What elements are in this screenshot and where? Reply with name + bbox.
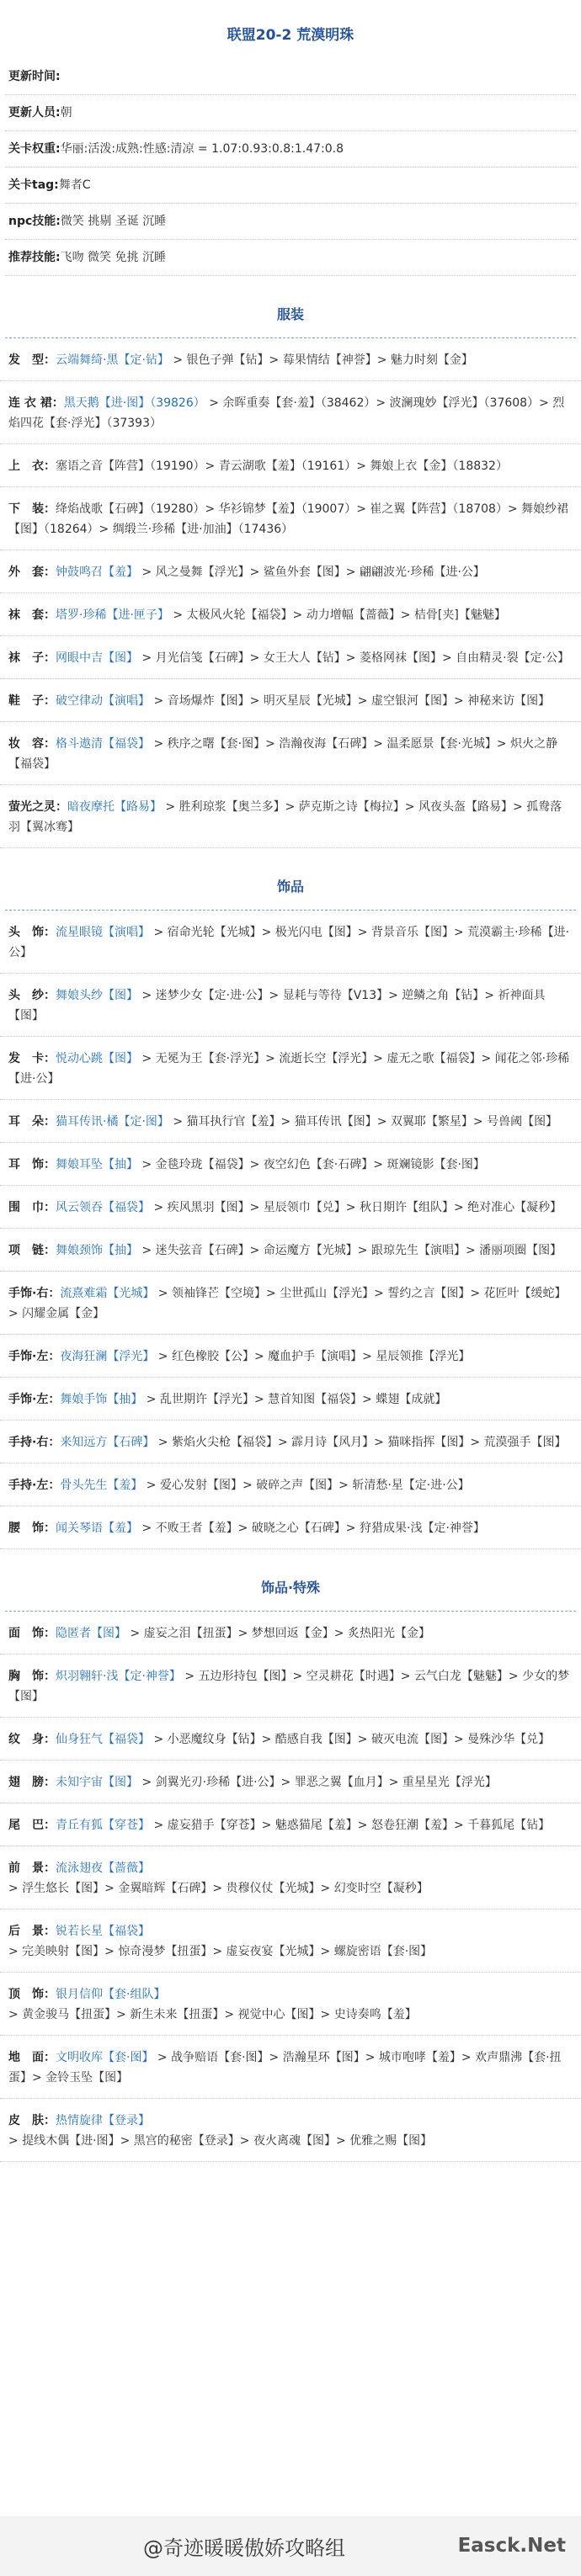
- list-item: [0, 550, 581, 593]
- info-label: 更新时间:: [8, 70, 61, 83]
- list-item: [0, 1718, 581, 1761]
- item-top-pick[interactable]: 悦动心跳【图】: [56, 1052, 138, 1065]
- item-top-pick[interactable]: 骨头先生【羞】: [60, 1479, 143, 1492]
- sections-container: [0, 288, 581, 2162]
- item-alternatives: > 宿命光轮【光城】> 极光闪电【图】> 背景音乐【图】> 荒漠霸主·珍稀【进·公】: [8, 926, 570, 959]
- item-top-pick[interactable]: 风云领吞【福袋】: [56, 1201, 150, 1214]
- item-alternatives: > 风之曼舞【浮光】> 鲨鱼外套【图】> 翩翩波光·珍稀【进·公】: [138, 566, 485, 579]
- item-category: 发 卡：: [8, 1052, 56, 1065]
- info-label: npc技能:: [8, 215, 61, 228]
- item-top-pick[interactable]: 文明收库【套·图】: [56, 2051, 154, 2064]
- item-alternatives: > 完美映射【图】> 惊奇漫梦【扭蛋】> 虚妄夜宴【光城】> 螺旋密语【套·图】: [8, 1945, 433, 1958]
- item-category: 发 型：: [8, 353, 56, 367]
- item-category: 顶 饰：: [8, 1988, 56, 2001]
- item-alternatives: > 无冕为王【套·浮光】> 流逝长空【浮光】> 虚无之歌【福袋】> 闻花之邻·珍稀【进·公】: [8, 1052, 570, 1086]
- item-alternatives: > 不败王者【羞】> 破晓之心【石碑】> 狩猎成果·浅【定·神誉】: [138, 1522, 485, 1535]
- list-item: [0, 593, 581, 636]
- list-item: [0, 1037, 581, 1100]
- item-top-pick[interactable]: 塔罗·珍稀【进·匣子】: [56, 608, 169, 622]
- item-category: 连 衣 裙：: [8, 396, 64, 410]
- info-value: 华丽:活泼:成熟:性感:清凉 = 1.07:0.93:0.8:1.47:0.8: [60, 142, 344, 156]
- item-alternatives: > 浮生悠长【图】> 金翼暗辉【石碑】> 贵穆仪仗【光城】> 幻变时空【凝秒】: [8, 1882, 429, 1895]
- info-label: 推荐技能:: [8, 251, 61, 264]
- page-title: 联盟20-2 荒漠明珠: [227, 27, 354, 44]
- footer-bar: [0, 2516, 581, 2576]
- item-category: 纹 身：: [8, 1733, 56, 1746]
- info-row: [5, 59, 576, 95]
- item-top-pick[interactable]: 流泳翅夜【蔷薇】: [56, 1862, 150, 1875]
- info-value: 飞吻 微笑 免挑 沉睡: [60, 251, 166, 264]
- item-alternatives: > 黄金骏马【扭蛋】> 新生未来【扭蛋】> 视觉中心【图】> 史诗奏鸣【羞】: [8, 2008, 417, 2021]
- list-item: [0, 911, 581, 974]
- item-top-pick[interactable]: 流熹难霜【光城】: [60, 1287, 155, 1300]
- item-alternatives: > 金毯玲珑【福袋】> 夜空幻色【套·石碑】> 斑斓镜影【套·图】: [138, 1158, 485, 1171]
- item-category: 耳 朵：: [8, 1115, 56, 1129]
- list-item: [0, 381, 581, 444]
- item-top-pick[interactable]: 暗夜摩托【路易】: [67, 800, 162, 814]
- info-value: 舞者C: [58, 178, 91, 192]
- item-alternatives: > 迷梦少女【定·进·公】> 显耗与等待【V13】> 逆鳞之角【钻】> 祈神面具【图】: [8, 989, 546, 1022]
- item-top-pick[interactable]: 云端舞绮·黑【定·钻】: [56, 353, 169, 367]
- list-item: [0, 2099, 581, 2162]
- item-category: 尾 巴：: [8, 1819, 56, 1832]
- item-category: 皮 肤：: [8, 2114, 56, 2127]
- item-alternatives: 绛焰战歌【石碑】（19280）> 华衫锦梦【羞】（19007）> 崔之翼【阵营】（18708）> 舞娘纱裙【图】（18264）> 绸缎兰·珍稀【进·加油】（17436）: [8, 502, 569, 536]
- list-item: [0, 1229, 581, 1272]
- item-category: 鞋 子：: [8, 694, 56, 708]
- item-alternatives: > 虚妄猎手【穿苍】> 魅惑猫尾【羞】> 怒卷狂潮【羞】> 千暮狐尾【钻】: [150, 1819, 551, 1832]
- item-alternatives: > 领袖锋芒【空境】> 尘世孤山【浮光】> 誓约之言【图】> 花匠叶【缓蛇】> 闪耀金属【金】: [8, 1287, 567, 1320]
- item-top-pick[interactable]: 锐若长星【福袋】: [56, 1925, 150, 1938]
- item-category: 面 饰：: [8, 1627, 56, 1640]
- item-alternatives: > 红色橡胶【公】> 魔血护手【演唱】> 星辰领推【浮光】: [154, 1350, 471, 1363]
- list-item: [0, 1421, 581, 1463]
- item-top-pick[interactable]: 格斗遨清【福袋】: [56, 737, 150, 751]
- item-top-pick[interactable]: 仙身狂气【福袋】: [56, 1733, 150, 1746]
- item-top-pick[interactable]: 热情旋律【登录】: [56, 2114, 150, 2127]
- item-top-pick[interactable]: 闻关琴语【羞】: [56, 1522, 138, 1535]
- item-category: 头 纱：: [8, 989, 56, 1002]
- list-item: [0, 444, 581, 487]
- list-item: [0, 974, 581, 1037]
- info-row: [5, 95, 576, 131]
- item-category: 萤光之灵：: [8, 800, 67, 814]
- item-category: 上 衣：: [8, 459, 56, 473]
- item-alternatives: > 秩序之曙【套·图】> 浩瀚夜海【石碑】> 温柔愿景【套·光城】> 炽火之静【福袋】: [8, 737, 558, 771]
- info-label: 关卡权重:: [8, 142, 61, 156]
- item-category: 外 套：: [8, 566, 56, 579]
- item-category: 袜 套：: [8, 608, 56, 622]
- list-item: [0, 1846, 581, 1909]
- item-alternatives: > 紫焰火尖枪【福袋】> 霹月诗【风月】> 猫咪指挥【图】> 荒漠强手【图】: [154, 1436, 567, 1449]
- item-top-pick[interactable]: 破空律动【演唱】: [56, 694, 150, 708]
- item-category: 手饰·左：: [8, 1350, 61, 1363]
- footer-credit: @奇迹暖暖傲娇攻略组: [143, 2536, 345, 2560]
- item-category: 下 装：: [8, 502, 56, 516]
- item-alternatives: > 五边形持包【图】> 空灵耕花【时遇】> 云气白龙【魅魅】> 少女的梦【图】: [8, 1670, 570, 1703]
- info-value: 朝: [60, 106, 72, 120]
- section-title: 饰品: [5, 860, 576, 911]
- watermark-text: Easck.Net: [457, 2535, 566, 2557]
- item-category: 前 景：: [8, 1862, 56, 1875]
- info-label: 更新人员:: [8, 106, 61, 120]
- item-alternatives: > 乱世期许【浮光】> 慧首知图【福袋】> 蝶翅【成就】: [142, 1393, 447, 1406]
- list-item: [0, 1612, 581, 1654]
- item-top-pick[interactable]: 炽羽翱轩·浅【定·神誉】: [56, 1670, 181, 1683]
- list-item: [0, 338, 581, 381]
- list-item: [0, 1761, 581, 1803]
- item-alternatives: > 爱心发射【图】> 破碎之声【图】> 斩清愁·星【定·进·公】: [142, 1479, 470, 1492]
- item-category: 手持·右：: [8, 1436, 61, 1449]
- item-top-pick[interactable]: 流星眼镜【演唱】: [56, 926, 150, 939]
- item-top-pick[interactable]: 银月信仰【套·组队】: [56, 1988, 166, 2001]
- info-row: [5, 240, 576, 276]
- list-item: [0, 679, 581, 722]
- item-top-pick[interactable]: 青丘有狐【穿苍】: [56, 1819, 150, 1832]
- item-alternatives: > 疾风黑羽【图】> 星辰领巾【兑】> 秋日期许【组队】> 绝对准心【凝秒】: [150, 1201, 562, 1214]
- list-item: [0, 1100, 581, 1143]
- item-alternatives: > 迷失弦音【石碑】> 命运魔方【光城】> 跟琼先生【演唱】> 潘丽项圈【图】: [138, 1244, 562, 1257]
- list-item: [0, 1803, 581, 1846]
- list-item: [0, 1143, 581, 1186]
- list-item: [0, 487, 581, 550]
- item-alternatives: > 虚妄之泪【扭蛋】> 梦想回返【金】> 炙热阳光【金】: [126, 1627, 430, 1640]
- item-top-pick[interactable]: 网眼中吉【图】: [56, 651, 138, 665]
- item-category: 袜 子：: [8, 651, 56, 665]
- item-top-pick[interactable]: 来知远方【石碑】: [60, 1436, 155, 1449]
- item-category: 手饰·右：: [8, 1287, 61, 1300]
- list-item: [0, 1463, 581, 1506]
- item-top-pick[interactable]: 舞娘耳坠【抽】: [56, 1158, 138, 1171]
- list-item: [0, 1506, 581, 1549]
- item-alternatives: > 战争赔语【套·图】> 浩瀚星环【图】> 城市咆哮【羞】> 欢声鼎沸【套·扭蛋】> 金铃玉坠【图】: [8, 2051, 562, 2085]
- list-item: [0, 1186, 581, 1229]
- item-alternatives: > 太极风火轮【福袋】> 动力增幅【蔷薇】> 桔骨[夹]【魅魅】: [168, 608, 506, 622]
- item-top-pick[interactable]: 猫耳传讯·橘【定·图】: [56, 1115, 169, 1129]
- item-category: 手饰·左：: [8, 1393, 61, 1406]
- list-item: [0, 1654, 581, 1718]
- item-alternatives: > 胜利琼浆【奥兰多】> 萨克斯之诗【梅拉】> 风夜头盔【路易】> 孤鸯落羽【翼冰骞】: [8, 800, 562, 834]
- item-alternatives: > 小恶魔纹身【钻】> 酷感自我【图】> 破灭电流【图】> 曼殊沙华【兑】: [150, 1733, 551, 1746]
- list-item: [0, 785, 581, 848]
- item-alternatives: 塞语之音【阵营】（19190）> 青云湖歌【羞】（19161）> 舞娘上衣【金】（18832）: [56, 459, 508, 473]
- item-alternatives: > 提线木偶【进·图】> 黑宫的秘密【登录】> 夜火离魂【图】> 优雅之赐【图】: [8, 2134, 433, 2148]
- list-item: [0, 636, 581, 679]
- section-title: 服装: [5, 288, 576, 338]
- info-box: [0, 59, 581, 276]
- item-category: 地 面：: [8, 2051, 56, 2064]
- item-category: 项 链：: [8, 1244, 56, 1257]
- item-category: 翅 膀：: [8, 1776, 56, 1789]
- info-row: [5, 204, 576, 240]
- item-category: 妆 容：: [8, 737, 56, 751]
- item-category: 围 巾：: [8, 1201, 56, 1214]
- item-top-pick[interactable]: 黑天鹅【进·图】（39826）: [63, 396, 205, 410]
- list-item: [0, 1335, 581, 1378]
- item-alternatives: > 剑翼光刃·珍稀【进·公】> 罪恶之翼【血月】> 重星星光【浮光】: [138, 1776, 497, 1789]
- item-category: 耳 饰：: [8, 1158, 56, 1171]
- info-value: 微笑 挑剔 圣诞 沉睡: [60, 215, 167, 228]
- item-top-pick[interactable]: 夜海狂澜【浮光】: [60, 1350, 155, 1363]
- item-alternatives: > 音场爆炸【图】> 明灭星辰【光城】> 虚空银河【图】> 神秘来访【图】: [150, 694, 551, 708]
- list-item: [0, 1909, 581, 1973]
- item-top-pick[interactable]: 舞娘颈饰【抽】: [56, 1244, 138, 1257]
- item-alternatives: > 余晖重奏【套·羞】（38462）> 波澜瑰妙【浮光】（37608）> 烈焰四花【套·浮光】（37393）: [8, 396, 565, 430]
- item-category: 胸 饰：: [8, 1670, 56, 1683]
- item-alternatives: > 银色子弹【钻】> 莓果情结【神誉】> 魅力时刻【金】: [168, 353, 473, 367]
- list-item: [0, 2036, 581, 2099]
- item-top-pick[interactable]: 钟鼓鸣召【羞】: [56, 566, 138, 579]
- list-item: [0, 722, 581, 785]
- item-top-pick[interactable]: 舞娘头纱【图】: [56, 989, 138, 1002]
- info-row: [5, 131, 576, 167]
- item-top-pick[interactable]: 舞娘手饰【抽】: [60, 1393, 143, 1406]
- item-alternatives: > 猫耳执行官【羞】> 猫耳传讯【图】> 双翼耶【繁星】> 号兽阈【图】: [168, 1115, 558, 1129]
- section-title: 饰品·特殊: [5, 1561, 576, 1612]
- list-item: [0, 1272, 581, 1335]
- item-top-pick[interactable]: 隐匿者【图】: [56, 1627, 126, 1640]
- info-row: [5, 167, 576, 204]
- item-category: 后 景：: [8, 1925, 56, 1938]
- list-item: [0, 1973, 581, 2036]
- info-label: 关卡tag:: [8, 178, 59, 192]
- item-alternatives: > 月光信笺【石碑】> 女王大人【钻】> 菱格网袜【图】> 自由精灵·裂【定·公】: [138, 651, 570, 665]
- item-category: 头 饰：: [8, 926, 56, 939]
- item-category: 手持·左：: [8, 1479, 61, 1492]
- list-item: [0, 1378, 581, 1421]
- item-top-pick[interactable]: 未知宇宙【图】: [56, 1776, 138, 1789]
- item-category: 腰 饰：: [8, 1522, 56, 1535]
